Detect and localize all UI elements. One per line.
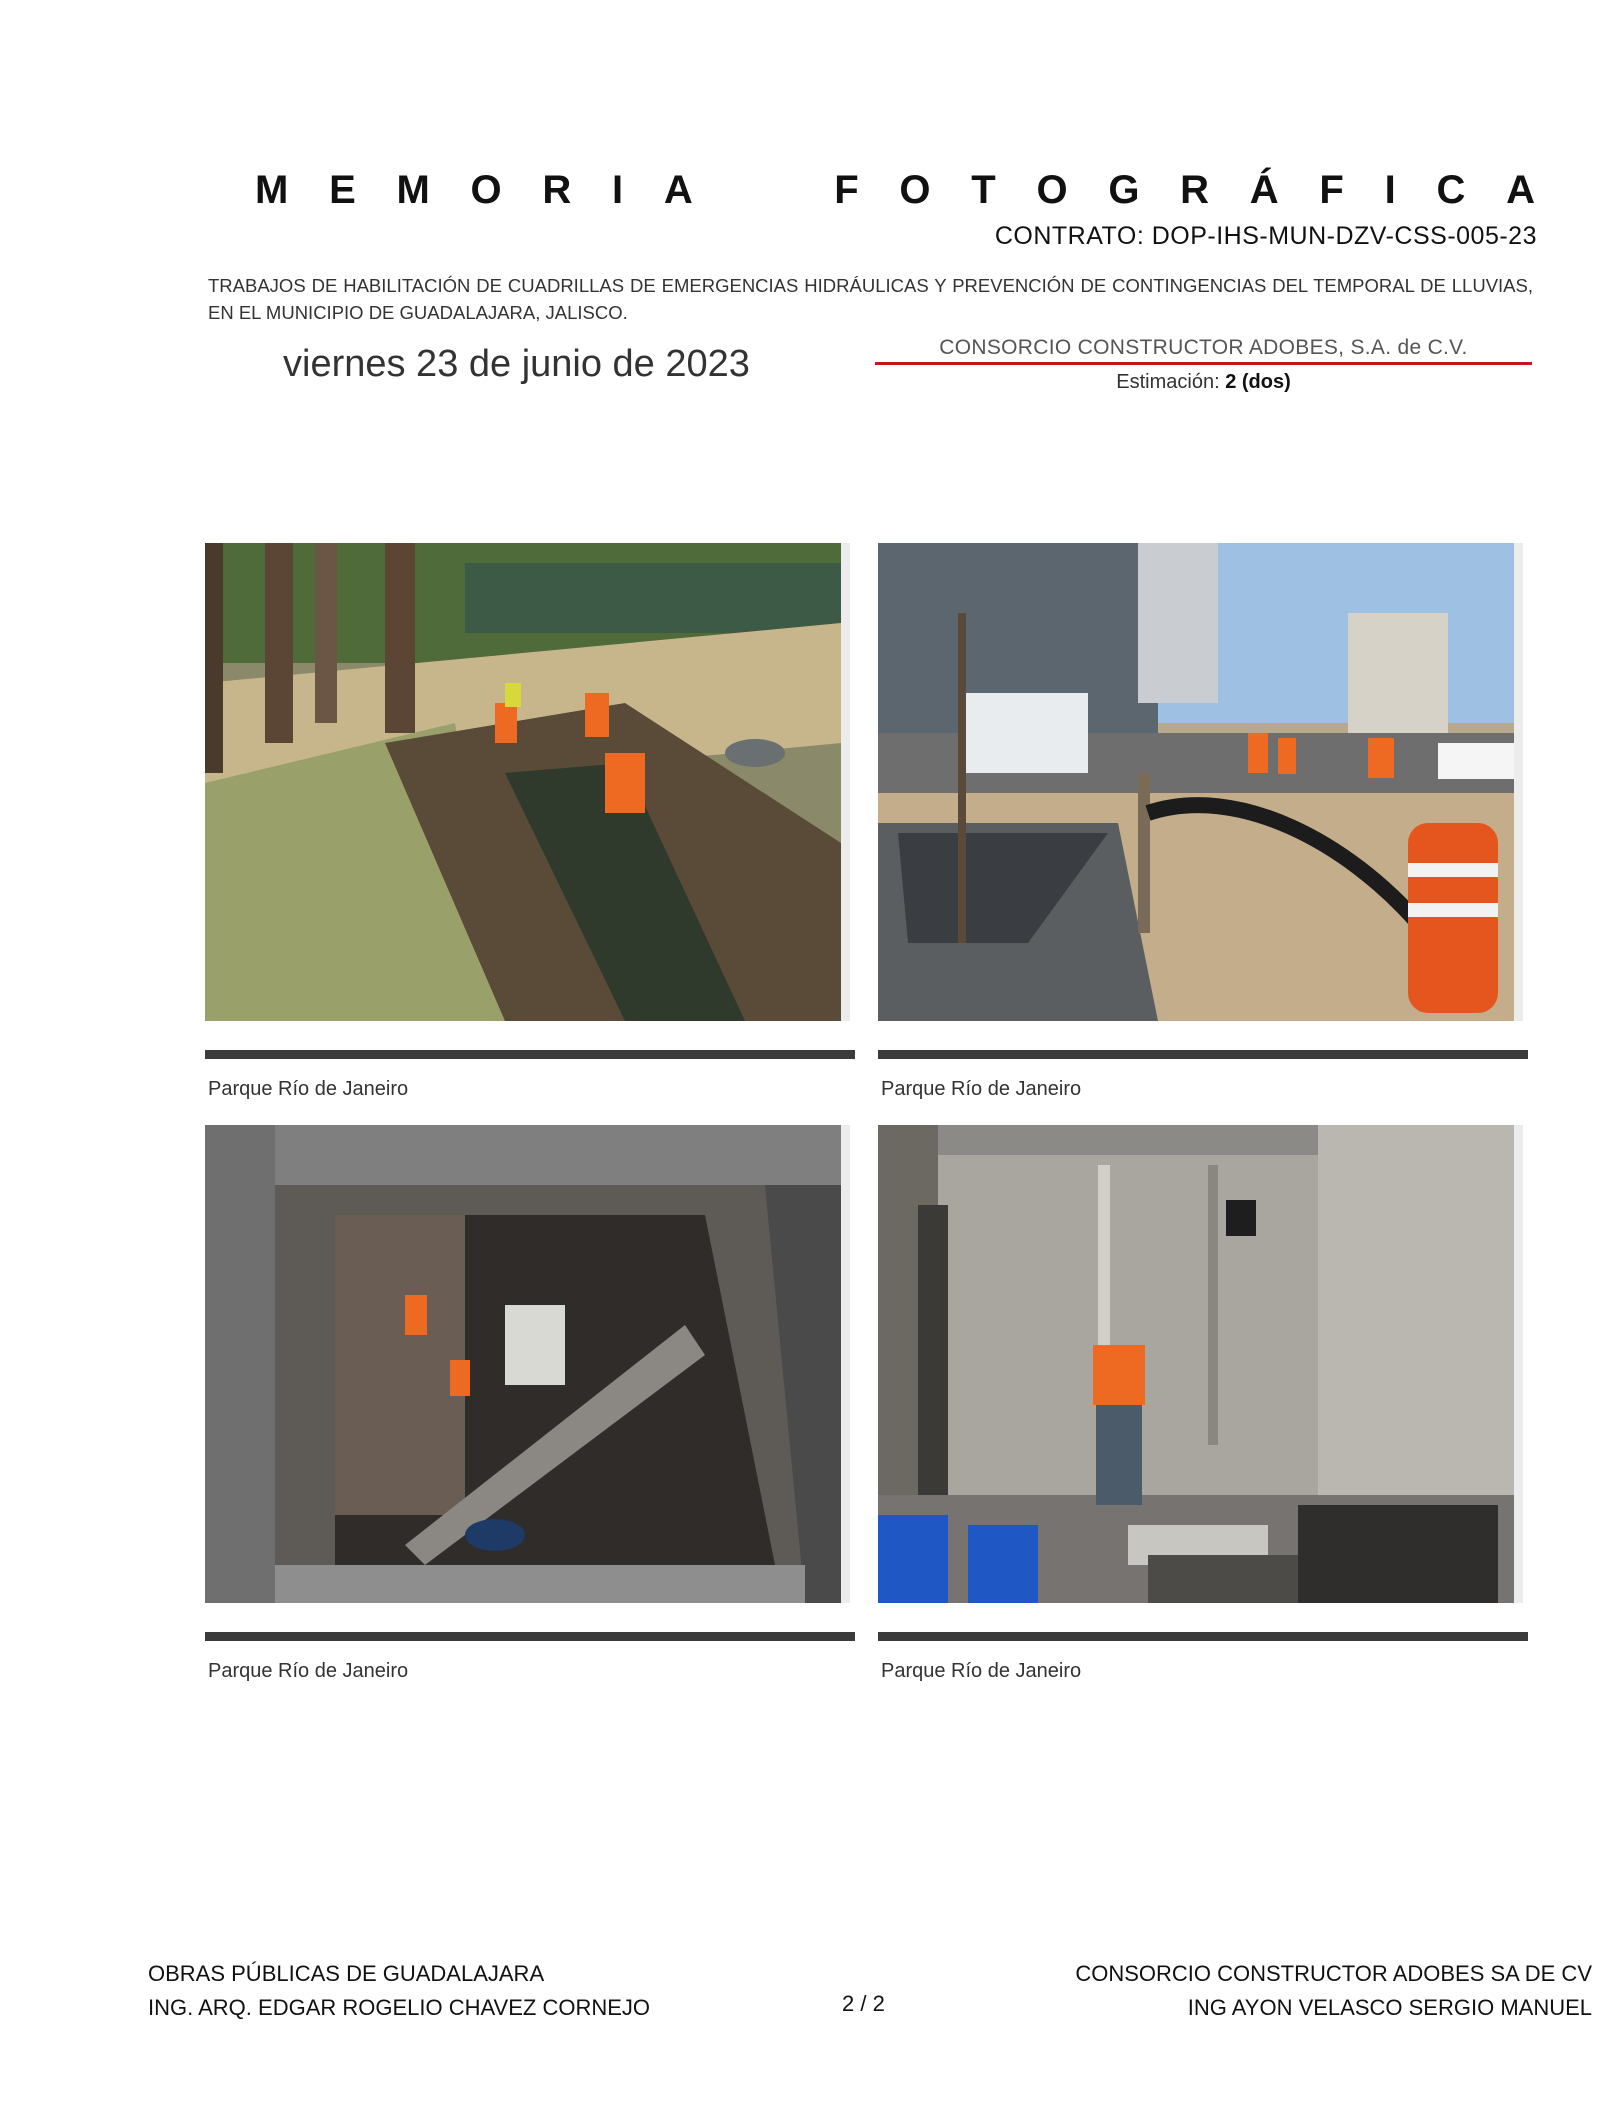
title-letter: I xyxy=(1384,167,1396,212)
title-letter: O xyxy=(1036,167,1068,212)
photo-card xyxy=(205,543,855,1103)
report-date: viernes 23 de junio de 2023 xyxy=(283,343,750,385)
project-description: TRABAJOS DE HABILITACIÓN DE CUADRILLAS DE EMERGENCIAS HIDRÁULICAS Y PREVENCIÓN DE CONTINGENCIAS DEL TEMPORAL DE LLUVIAS, EN EL MUNICIPIO DE GUADALAJARA, JALISCO. xyxy=(208,275,1533,323)
company-name: CONSORCIO CONSTRUCTOR ADOBES, S.A. de C.V. xyxy=(939,336,1468,359)
footer-left-line1: OBRAS PÚBLICAS DE GUADALAJARA xyxy=(148,1961,545,1986)
photo-workers-underground-ladder xyxy=(205,1125,841,1603)
title-letter: E xyxy=(329,167,356,212)
photo-card xyxy=(878,1125,1528,1685)
photo-caption: Parque Río de Janeiro xyxy=(881,1078,1082,1100)
title-letter: O xyxy=(470,167,502,212)
photo-workers-hose-street xyxy=(878,543,1514,1021)
estimation xyxy=(875,371,1532,394)
photo-bar xyxy=(205,1050,855,1059)
photo-caption: Parque Río de Janeiro xyxy=(208,1078,409,1100)
page-number: 2 / 2 xyxy=(842,1991,885,2016)
title-letter: M xyxy=(255,167,289,212)
title-letter: A xyxy=(663,167,693,212)
title-letter: G xyxy=(1108,167,1140,212)
title-letter: T xyxy=(971,167,996,212)
photo-card xyxy=(205,1125,855,1685)
photo-bar xyxy=(205,1632,855,1641)
title-letter: A xyxy=(1506,167,1535,212)
footer-right-line2: ING AYON VELASCO SERGIO MANUEL xyxy=(1187,1995,1592,2020)
photo-caption: Parque Río de Janeiro xyxy=(881,1660,1082,1682)
title-letter: M xyxy=(396,167,430,212)
page-title xyxy=(255,160,1535,220)
photo-bar xyxy=(878,1050,1528,1059)
title-letter: F xyxy=(834,167,859,212)
photo-workers-digging-canal xyxy=(205,543,841,1021)
title-letter: I xyxy=(612,167,624,212)
photo-caption: Parque Río de Janeiro xyxy=(208,1660,409,1682)
photo-worker-concrete-chamber xyxy=(878,1125,1514,1603)
estimation-label: Estimación: xyxy=(1116,371,1220,393)
title-letter: O xyxy=(899,167,931,212)
company-underline xyxy=(875,362,1532,365)
footer-left-line2: ING. ARQ. EDGAR ROGELIO CHAVEZ CORNEJO xyxy=(148,1995,651,2020)
title-letter: F xyxy=(1319,167,1344,212)
title-letter: C xyxy=(1436,167,1466,212)
title-letter: R xyxy=(542,167,572,212)
footer-right-line1: CONSORCIO CONSTRUCTOR ADOBES SA DE CV xyxy=(1075,1961,1592,1986)
estimation-value: 2 (dos) xyxy=(1225,371,1291,393)
title-letter: Á xyxy=(1249,167,1279,212)
footer-left xyxy=(148,1957,650,2025)
photo-bar xyxy=(878,1632,1528,1641)
footer-right xyxy=(1075,1957,1592,2025)
photo-card xyxy=(878,543,1528,1103)
contract-number: CONTRATO: DOP-IHS-MUN-DZV-CSS-005-23 xyxy=(994,222,1537,250)
title-letter: R xyxy=(1180,167,1210,212)
